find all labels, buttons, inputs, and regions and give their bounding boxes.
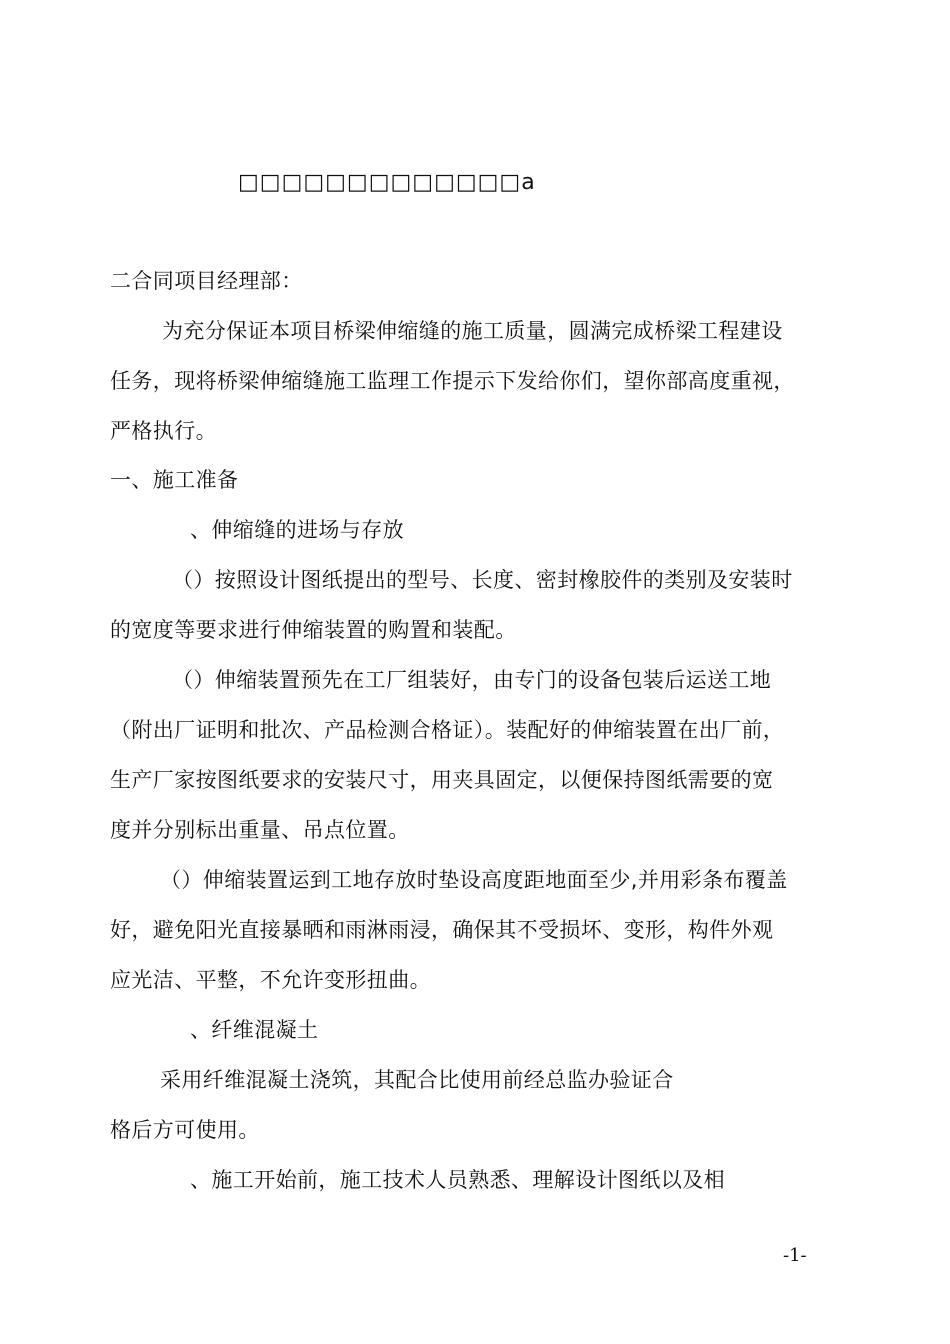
- paragraph-line: 采用纤维混凝土浇筑，其配合比使用前经总监办验证合: [160, 1068, 674, 1092]
- paragraph-line: 、施工开始前，施工技术人员熟悉、理解设计图纸以及相: [190, 1168, 725, 1192]
- item-line: （）按照设计图纸提出的型号、长度、密封橡胶件的类别及安装时: [172, 568, 793, 592]
- item-line: （）伸缩装置预先在工厂组装好，由专门的设备包装后运送工地: [172, 668, 772, 692]
- paragraph-line: 格后方可使用。: [110, 1118, 260, 1142]
- item-line: 生产厂家按图纸要求的安装尺寸，用夹具固定，以便保持图纸需要的宽: [110, 768, 774, 792]
- page-number: -1-: [783, 1245, 807, 1266]
- item-line: （）伸缩装置运到工地存放时垫设高度距地面至少,并用彩条布覆盖: [160, 868, 788, 892]
- item-line: 好，避免阳光直接暴晒和雨淋雨浸，确保其不受损坏、变形，构件外观: [110, 918, 774, 942]
- section-heading: 一、施工准备: [110, 468, 239, 492]
- subsection-heading: 、伸缩缝的进场与存放: [190, 518, 404, 542]
- item-line: 应光洁、平整，不允许变形扭曲。: [110, 968, 431, 992]
- document-title: □□□□□□□□□□□□□a: [238, 170, 536, 195]
- intro-line: 严格执行。: [110, 419, 217, 443]
- salutation: 二合同项目经理部：: [110, 269, 303, 293]
- intro-line: 任务，现将桥梁伸缩缝施工监理工作提示下发给你们，望你部高度重视，: [110, 369, 795, 393]
- item-line: 的宽度等要求进行伸缩装置的购置和装配。: [110, 618, 517, 642]
- item-line: 度并分别标出重量、吊点位置。: [110, 818, 410, 842]
- intro-line: 为充分保证本项目桥梁伸缩缝的施工质量，圆满完成桥梁工程建设: [162, 319, 783, 343]
- item-line: （附出厂证明和批次、产品检测合格证）。装配好的伸缩装置在出厂前，: [110, 718, 785, 742]
- subsection-heading: 、纤维混凝土: [190, 1018, 319, 1042]
